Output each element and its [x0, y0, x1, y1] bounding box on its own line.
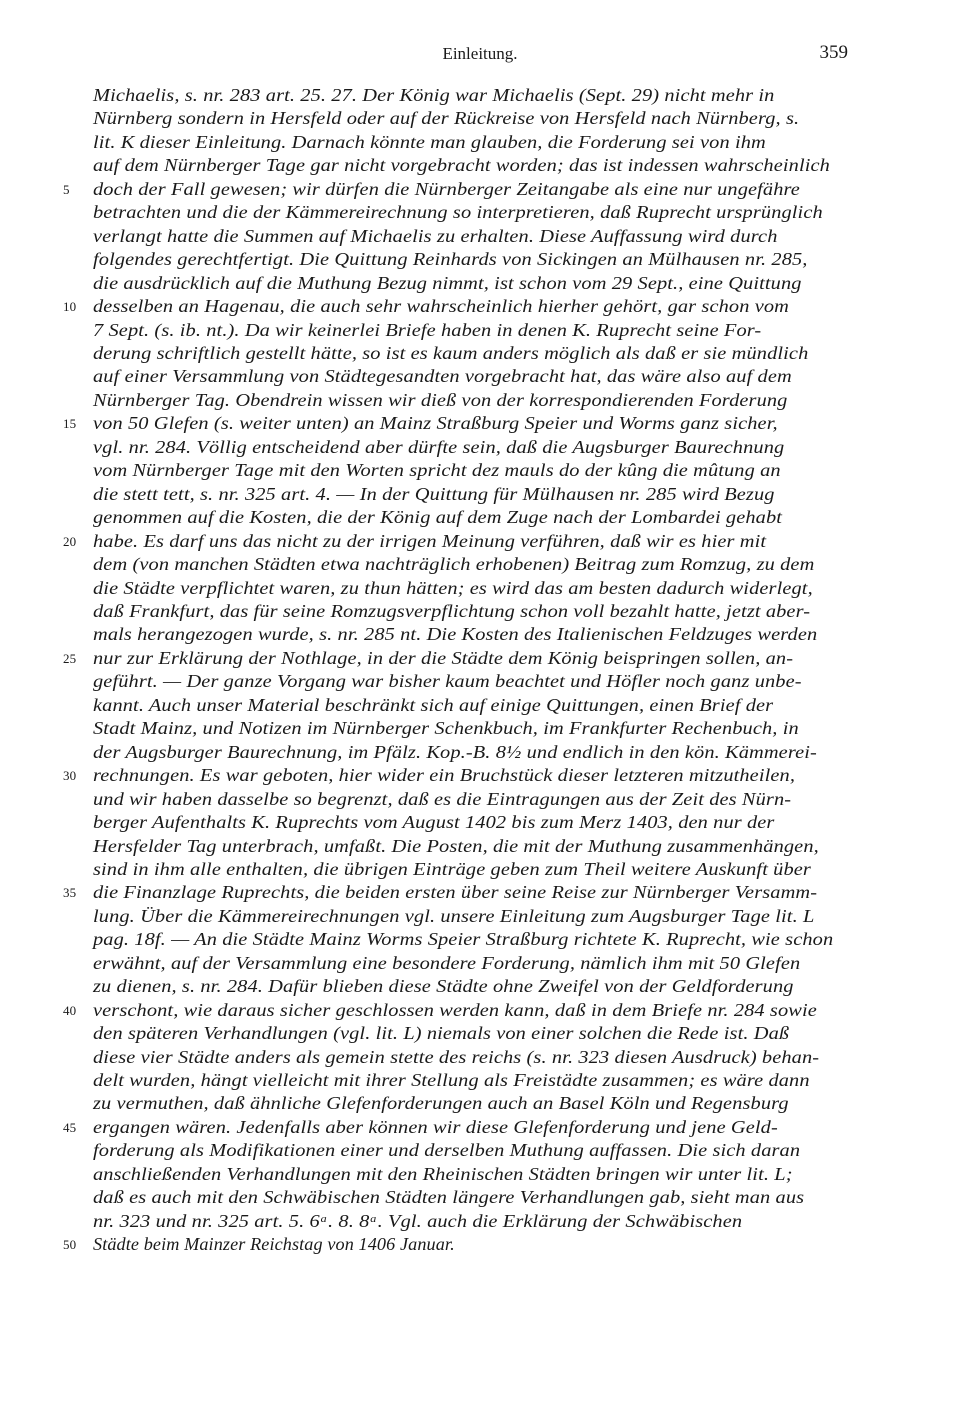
text-line — [93, 154, 853, 177]
line-text: Städte beim Mainzer Reichstag von 1406 Januar. — [93, 1234, 455, 1255]
line-text: mals herangezogen wurde, s. nr. 285 nt. Die Kosten des Italienischen Feldzuges werden — [93, 624, 818, 645]
body-text — [63, 84, 853, 1257]
text-line — [93, 694, 853, 717]
line-number: 40 — [63, 1002, 77, 1018]
line-text: desselben an Hagenau, die auch sehr wahrscheinlich hierher gehört, gar schon vom — [93, 296, 789, 317]
text-line — [93, 952, 853, 975]
text-line — [93, 1210, 853, 1233]
text-line — [93, 1139, 853, 1162]
text-line — [63, 412, 853, 435]
line-number: 20 — [63, 533, 77, 549]
text-line — [93, 84, 853, 107]
line-text: vom Nürnberger Tage mit den Worten spricht dez mauls do der kûng die mûtung an — [93, 460, 781, 481]
text-line — [93, 835, 853, 858]
text-line — [93, 905, 853, 928]
line-text: auf einer Versammlung von Städtegesandten vorgebracht hat, das wäre also auf dem — [93, 366, 792, 387]
text-line — [93, 342, 853, 365]
text-line — [93, 225, 853, 248]
text-line — [93, 389, 853, 412]
line-text: auf dem Nürnberger Tage gar nicht vorgebracht worden; das ist indessen wahrscheinlich — [93, 155, 830, 176]
line-text: dem (von manchen Städten etwa nachträglich erhobenen) Beitrag zum Romzug, zu dem — [93, 554, 815, 575]
text-line — [93, 1092, 853, 1115]
text-line — [63, 999, 853, 1022]
line-text: doch der Fall gewesen; wir dürfen die Nürnberger Zeitangabe als eine nur ungefähre — [93, 178, 800, 199]
page-number: 359 — [819, 42, 848, 63]
text-line — [93, 1046, 853, 1069]
text-line — [93, 272, 853, 295]
line-number: 35 — [63, 885, 77, 901]
text-line — [93, 248, 853, 271]
text-line — [93, 788, 853, 811]
line-text: die Städte verpflichtet waren, zu thun hätten; es wird das am besten dadurch widerlegt, — [93, 577, 813, 598]
line-text: ergangen wären. Jedenfalls aber können wir diese Glefenforderung und jene Geld- — [93, 1116, 778, 1137]
line-number: 45 — [63, 1119, 77, 1135]
text-line — [63, 530, 853, 553]
text-line — [93, 717, 853, 740]
line-text: kannt. Auch unser Material beschränkt sich auf einige Quittungen, einen Brief der — [93, 694, 774, 715]
text-line — [93, 975, 853, 998]
text-line — [93, 365, 853, 388]
text-line — [93, 811, 853, 834]
text-line — [93, 858, 853, 881]
text-line — [63, 1233, 853, 1256]
line-text: Nürnberg sondern in Hersfeld oder auf der Rückreise von Hersfeld nach Nürnberg, s. — [93, 108, 800, 129]
line-number: 10 — [63, 299, 77, 315]
line-text: der Augsburger Baurechnung, im Pfälz. Kop.-B. 8½ und endlich in den kön. Kämmerei- — [93, 741, 817, 762]
line-text: geführt. — Der ganze Vorgang war bisher kaum beachtet und Höfler noch ganz unbe- — [93, 671, 802, 692]
line-number: 50 — [63, 1237, 77, 1253]
line-text: nur zur Erklärung der Nothlage, in der die Städte dem König beispringen sollen, an- — [93, 647, 794, 668]
text-line — [93, 600, 853, 623]
text-line — [93, 483, 853, 506]
line-text: delt wurden, hängt vielleicht mit ihrer Stellung als Freistädte zusammen; es wäre dann — [93, 1070, 810, 1091]
line-text: nr. 323 und nr. 325 art. 5. 6ᵃ. 8. 8ᵃ. Vgl. auch die Erklärung der Schwäbischen — [93, 1210, 743, 1231]
text-line — [93, 741, 853, 764]
text-line — [63, 295, 853, 318]
text-line — [93, 201, 853, 224]
line-text: habe. Es darf uns das nicht zu der irrigen Meinung verführen, daß wir es hier mit — [93, 530, 767, 551]
line-text: zu vermuthen, daß ähnliche Glefenforderungen auch an Basel Köln und Regensburg — [93, 1093, 789, 1114]
line-number: 15 — [63, 416, 77, 432]
line-text: lit. K dieser Einleitung. Darnach könnte man glauben, die Forderung sei von ihm — [93, 131, 766, 152]
line-text: forderung als Modifikationen einer und derselben Muthung auffassen. Die sich daran — [93, 1140, 801, 1161]
text-line — [93, 319, 853, 342]
line-text: und wir haben dasselbe so begrenzt, daß es die Eintragungen aus der Zeit des Nürn- — [93, 788, 792, 809]
text-line — [93, 928, 853, 951]
line-text: Michaelis, s. nr. 283 art. 25. 27. Der König war Michaelis (Sept. 29) nicht mehr in — [93, 85, 775, 105]
text-line — [93, 131, 853, 154]
line-text: verschont, wie daraus sicher geschlossen werden kann, daß in dem Briefe nr. 284 sowie — [93, 999, 817, 1020]
text-line — [93, 107, 853, 130]
text-line — [93, 670, 853, 693]
text-line — [63, 881, 853, 904]
text-line — [63, 647, 853, 670]
line-text: diese vier Städte anders als gemein stette des reichs (s. nr. 323 diesen Ausdruck) behan- — [93, 1046, 820, 1067]
text-line — [93, 1069, 853, 1092]
text-line — [63, 178, 853, 201]
text-line — [93, 1022, 853, 1045]
line-text: betrachten und die der Kämmereirechnung so interpretieren, daß Ruprecht ursprünglich — [93, 202, 823, 223]
line-text: zu dienen, s. nr. 284. Dafür blieben diese Städte ohne Zweifel von der Geldforderung — [93, 976, 794, 997]
line-text: die Finanzlage Ruprechts, die beiden ersten über seine Reise zur Nürnberger Versamm- — [93, 882, 818, 903]
line-text: die stett tett, s. nr. 325 art. 4. — In der Quittung für Mülhausen nr. 285 wird Bezug — [93, 483, 775, 504]
line-number: 5 — [63, 181, 70, 197]
text-line — [93, 623, 853, 646]
line-text: Stadt Mainz, und Notizen im Nürnberger Schenkbuch, im Frankfurter Rechenbuch, in — [93, 718, 799, 739]
line-text: verlangt hatte die Summen auf Michaelis zu erhalten. Diese Auffassung wird durch — [93, 225, 778, 246]
line-number: 25 — [63, 650, 77, 666]
text-line — [63, 764, 853, 787]
text-line — [93, 459, 853, 482]
line-text: Hersfelder Tag unterbrach, umfaßt. Die Posten, die mit der Muthung zusammenhängen, — [93, 835, 819, 856]
line-text: genommen auf die Kosten, die der König auf dem Zuge nach der Lombardei gehabt — [93, 507, 783, 528]
line-text: pag. 18f. — An die Städte Mainz Worms Speier Straßburg richtete K. Ruprecht, wie schon — [93, 929, 834, 950]
line-text: berger Aufenthalts K. Ruprechts vom August 1402 bis zum Merz 1403, den nur der — [93, 812, 775, 833]
line-text: vgl. nr. 284. Völlig entscheidend aber dürfte sein, daß die Augsburger Baurechnung — [93, 436, 785, 457]
line-text: lung. Über die Kämmereirechnungen vgl. unsere Einleitung zum Augsburger Tage lit. L — [93, 905, 815, 926]
text-line — [93, 436, 853, 459]
line-text: erwähnt, auf der Versammlung eine besondere Forderung, nämlich ihm mit 50 Glefen — [93, 952, 801, 973]
line-text: sind in ihm alle enthalten, die übrigen Einträge geben zum Theil weitere Auskunft über — [93, 858, 811, 879]
text-line — [93, 577, 853, 600]
line-number: 30 — [63, 768, 77, 784]
line-text: 7 Sept. (s. ib. nt.). Da wir keinerlei Briefe haben in denen K. Ruprecht seine For- — [93, 319, 762, 340]
line-text: Nürnberger Tag. Obendrein wissen wir dieß von der korrespondierenden Forderung — [93, 389, 788, 410]
line-text: rechnungen. Es war geboten, hier wider ein Bruchstück dieser letzteren mitzutheilen, — [93, 765, 796, 786]
line-text: folgendes gerechtfertigt. Die Quittung Reinhards von Sickingen an Mülhausen nr. 285, — [93, 249, 808, 270]
line-text: derung schriftlich gestellt hätte, so ist es kaum anders möglich als daß er sie mündlich — [93, 342, 809, 363]
line-text: den späteren Verhandlungen (vgl. lit. L) niemals von einer solchen die Rede ist. Daß — [93, 1023, 790, 1044]
text-line — [93, 1186, 853, 1209]
line-text: von 50 Glefen (s. weiter unten) an Mainz Straßburg Speier und Worms ganz sicher, — [93, 413, 778, 434]
line-text: daß es auch mit den Schwäbischen Städten längere Verhandlungen gab, sieht man aus — [93, 1187, 805, 1208]
text-line — [93, 553, 853, 576]
text-line — [63, 1116, 853, 1139]
line-text: daß Frankfurt, das für seine Romzugsverpflichtung schon voll bezahlt hatte, jetzt aber- — [93, 600, 811, 621]
text-line — [93, 506, 853, 529]
text-line — [93, 1163, 853, 1186]
line-text: die ausdrücklich auf die Muthung Bezug nimmt, ist schon vom 29 Sept., eine Quittung — [93, 272, 802, 293]
line-text: anschließenden Verhandlungen mit den Rheinischen Städten bringen wir unter lit. L; — [93, 1163, 793, 1184]
running-title: Einleitung. — [442, 44, 518, 63]
